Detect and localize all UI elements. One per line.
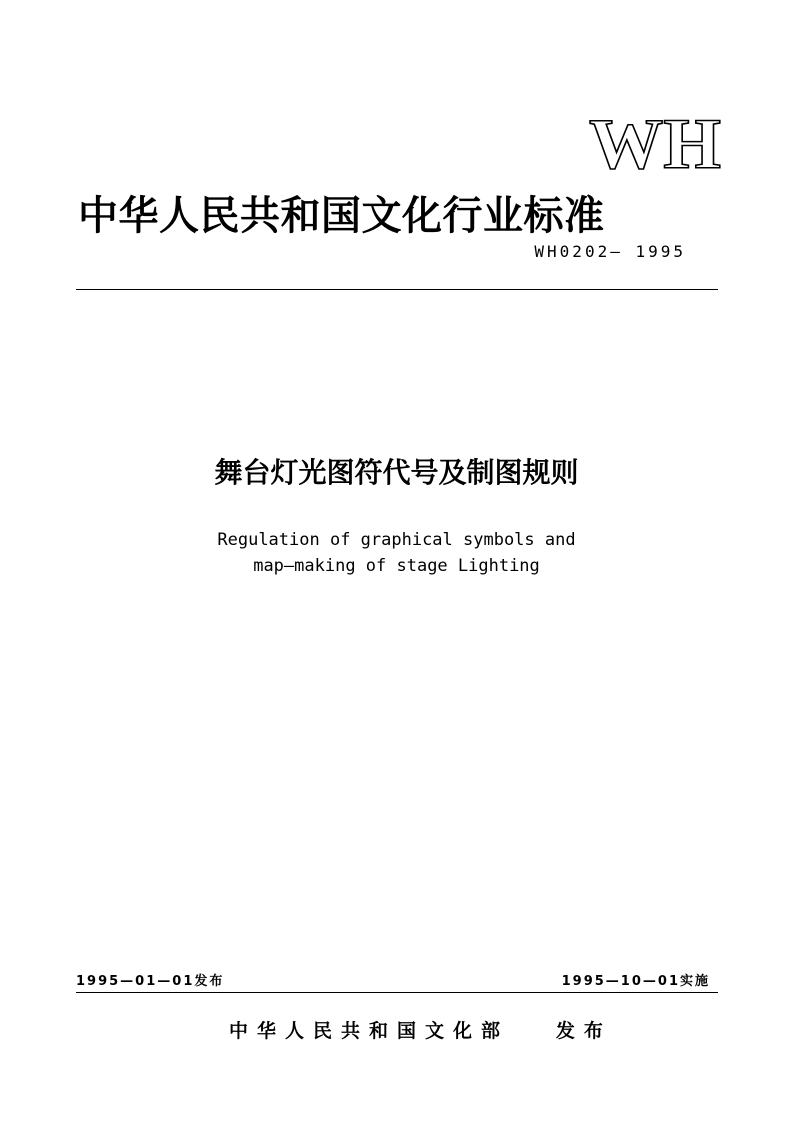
wh-logo xyxy=(588,112,722,172)
issue-date: 1995—01—01发布 xyxy=(76,974,225,989)
document-title-en-line2: map—making of stage Lighting xyxy=(253,556,540,576)
wh-logo-text: WH xyxy=(589,112,721,172)
publisher: 中华人民共和国文化部 发布 xyxy=(229,1020,612,1042)
standard-code: WH0202— 1995 xyxy=(534,242,686,261)
header-divider xyxy=(76,289,718,290)
document-title-zh: 舞台灯光图符代号及制图规则 xyxy=(214,456,579,489)
document-title-en-line1: Regulation of graphical symbols and xyxy=(217,530,576,550)
effective-date: 1995—10—01实施 xyxy=(561,974,710,989)
standard-authority-title: 中华人民共和国文化行业标准 xyxy=(78,193,605,239)
footer-divider xyxy=(76,992,718,993)
